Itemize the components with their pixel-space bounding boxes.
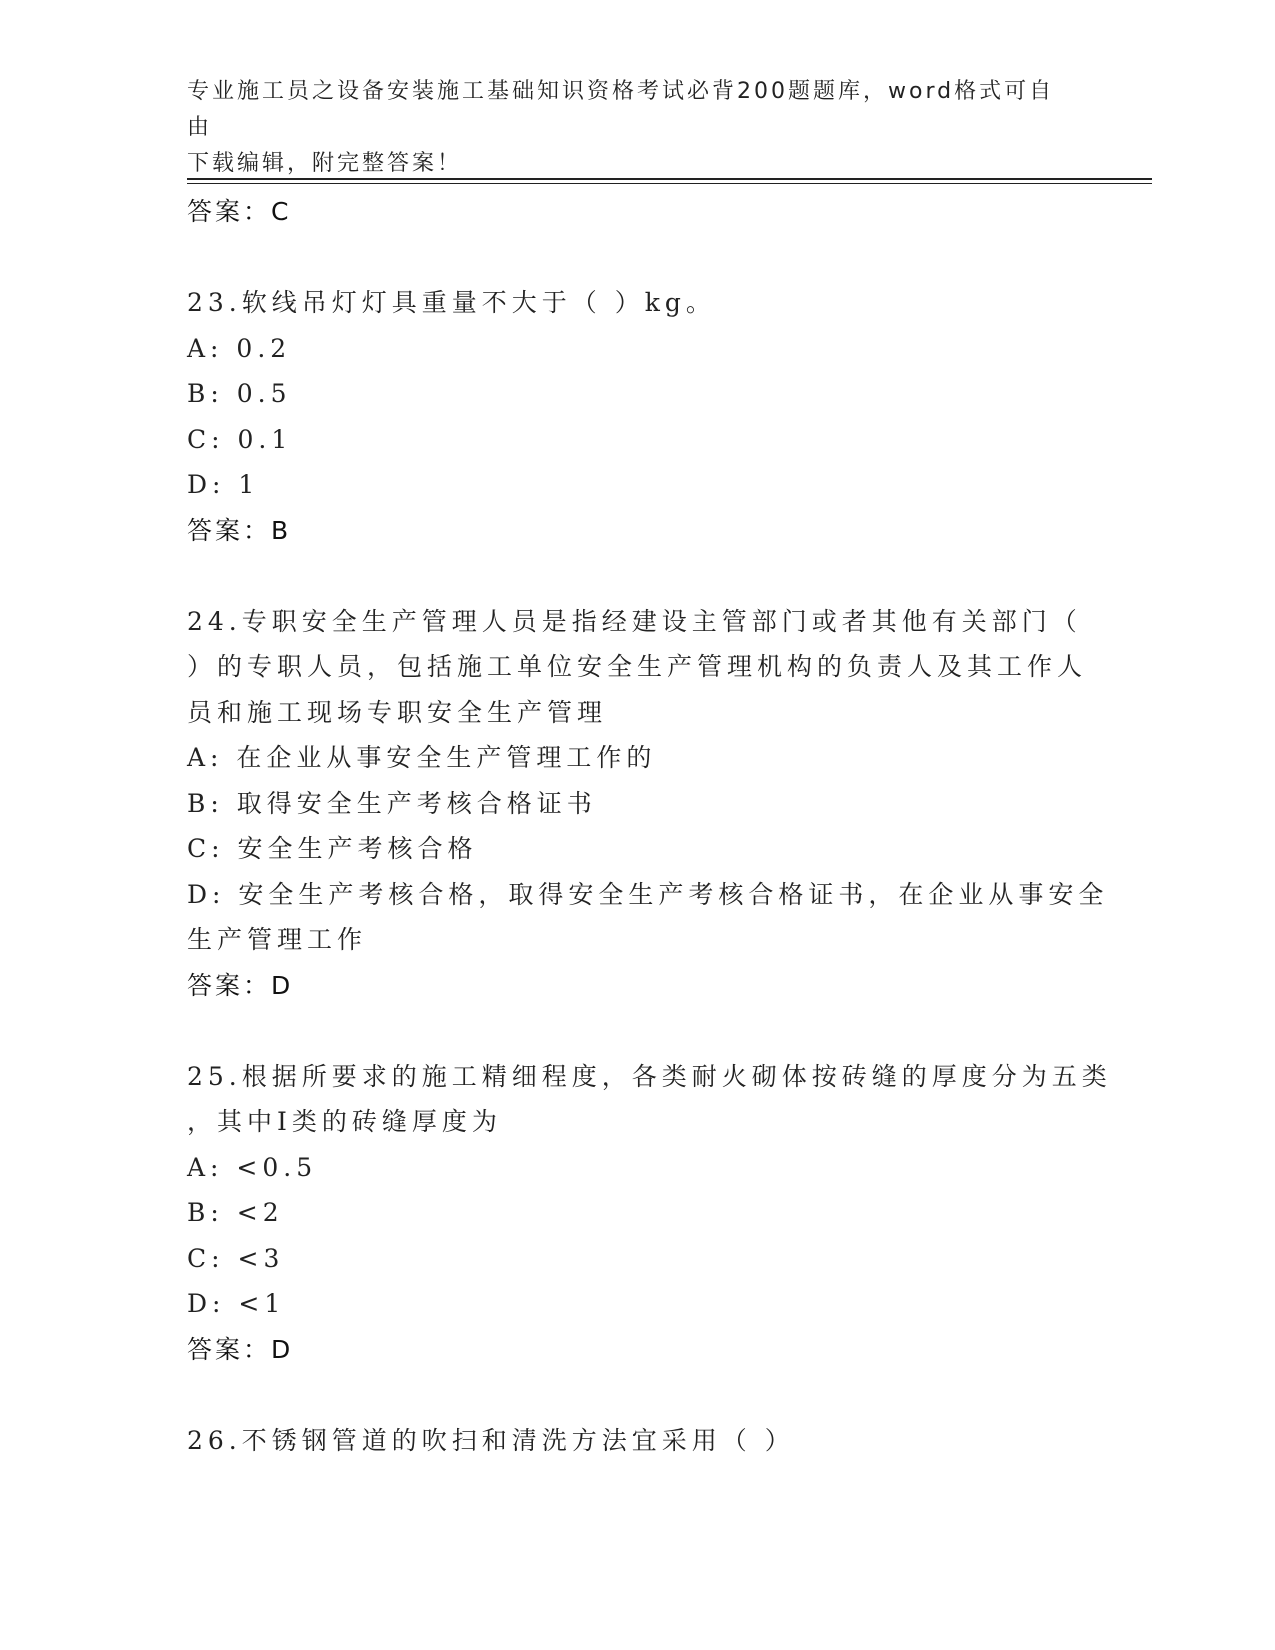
question-26 — [187, 1418, 1087, 1464]
question-stem: 26.不锈钢管道的吹扫和清洗方法宜采用（ ） — [187, 1425, 795, 1455]
option-d-continued: 生产管理工作 — [187, 925, 368, 954]
spacer — [187, 553, 1087, 599]
question-stem: 23.软线吊灯灯具重量不大于（ ）kg。 — [187, 288, 716, 317]
question-stem: 25.根据所要求的施工精细程度，各类耐火砌体按砖缝的厚度分为五类 — [187, 1061, 1112, 1091]
question-25 — [187, 1054, 1112, 1373]
answer: 答案：D — [187, 1334, 294, 1364]
option-a: A: <0.5 — [187, 1152, 318, 1182]
header-line-2: 下载编辑，附完整答案！ — [187, 151, 463, 176]
question-list — [187, 189, 1112, 1463]
option-b: B: <2 — [187, 1198, 284, 1227]
question-24 — [187, 599, 1109, 1009]
header-rule-thin — [187, 183, 1152, 184]
option-d: D: <1 — [187, 1289, 286, 1318]
header-line-1: 专业施工员之设备安装施工基础知识资格考试必背200题题库，word格式可自由 — [187, 79, 1055, 140]
option-c: C: 安全生产考核合格 — [187, 834, 478, 863]
answer: 答案：D — [187, 970, 294, 1000]
header-rule-thick — [187, 178, 1152, 180]
previous-answer: 答案：C — [187, 197, 292, 226]
option-a: A: 0.2 — [187, 333, 292, 363]
question-stem: ）的专职人员，包括施工单位安全生产管理机构的负责人及其工作人 — [187, 652, 1088, 681]
spacer — [187, 1008, 1087, 1054]
question-23 — [187, 280, 1087, 553]
document-header — [187, 74, 1067, 182]
spacer — [187, 1372, 1087, 1418]
option-b: B: 0.5 — [187, 379, 292, 408]
spacer — [187, 235, 1087, 281]
question-stem: 员和施工现场专职安全生产管理 — [187, 697, 608, 727]
option-c: C: 0.1 — [187, 424, 293, 454]
option-a: A: 在企业从事安全生产管理工作的 — [187, 743, 657, 772]
question-stem: 24.专职安全生产管理人员是指经建设主管部门或者其他有关部门（ — [187, 606, 1082, 636]
option-c: C: <3 — [187, 1243, 285, 1273]
option-d: D: 安全生产考核合格，取得安全生产考核合格证书，在企业从事安全 — [187, 879, 1109, 909]
question-stem: ，其中Ⅰ类的砖缝厚度为 — [187, 1107, 502, 1136]
answer: 答案：B — [187, 515, 292, 545]
option-b: B: 取得安全生产考核合格证书 — [187, 788, 597, 818]
option-d: D: 1 — [187, 470, 260, 499]
